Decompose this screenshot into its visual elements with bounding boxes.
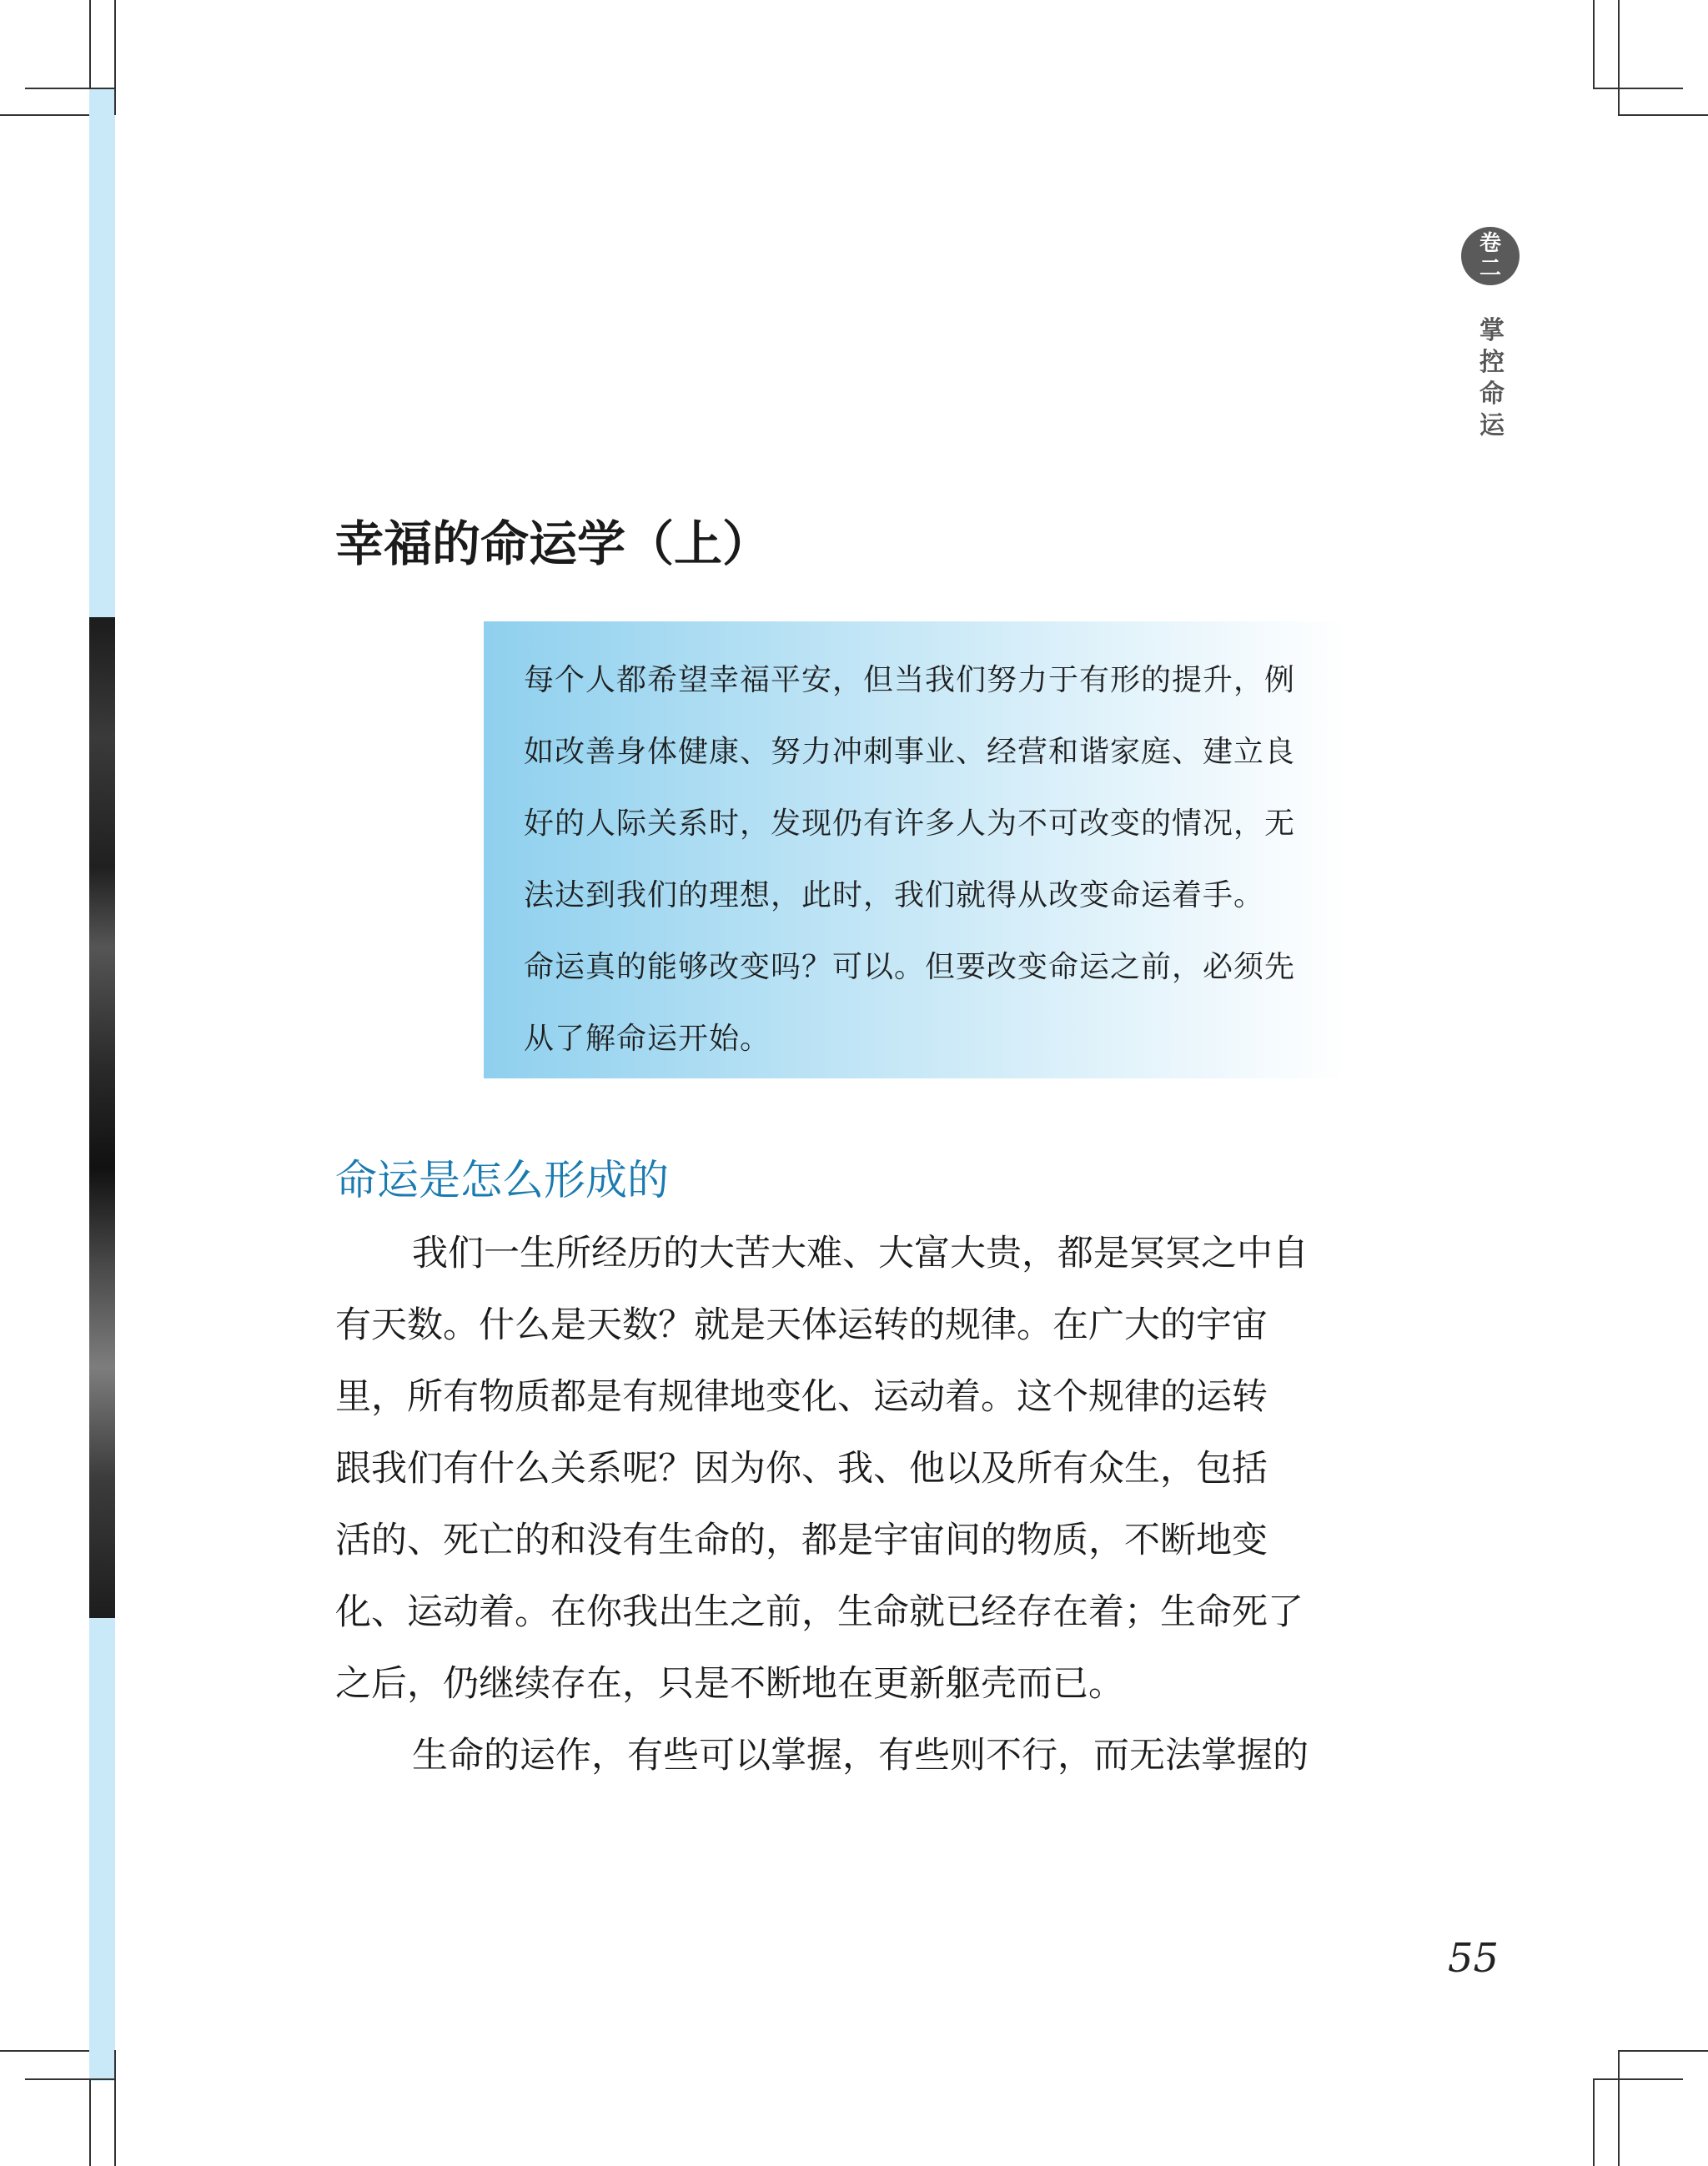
crop-mark — [1593, 2078, 1595, 2166]
body-text — [335, 1218, 1344, 1792]
crop-mark — [1618, 0, 1620, 114]
body-line: 之后，仍继续存在，只是不断地在更新躯壳而已。 — [335, 1663, 1124, 1705]
left-photo-strip — [89, 617, 115, 1618]
chapter-char: 运 — [1479, 411, 1505, 440]
crop-mark — [89, 0, 91, 88]
crop-mark — [114, 0, 116, 115]
chapter-char: 控 — [1479, 348, 1505, 377]
crop-mark — [1593, 88, 1683, 89]
crop-mark — [1593, 2078, 1683, 2080]
body-line: 生命的运作，有些可以掌握，有些则不行，而无法掌握的 — [412, 1735, 1309, 1777]
intro-line: 好的人际关系时，发现仍有许多人为不可改变的情况，无 — [524, 807, 1296, 841]
volume-number: 二 — [1479, 256, 1501, 281]
page-title: 幸福的命运学（上） — [335, 515, 771, 572]
intro-line: 命运真的能够改变吗？可以。但要改变命运之前，必须先 — [524, 950, 1296, 984]
page-number: 55 — [1448, 1935, 1500, 1982]
body-line: 里，所有物质都是有规律地变化、运动着。这个规律的运转 — [335, 1376, 1268, 1418]
chapter-char: 命 — [1479, 379, 1505, 409]
crop-mark — [1593, 0, 1595, 89]
body-line: 跟我们有什么关系呢？因为你、我、他以及所有众生，包括 — [335, 1448, 1268, 1490]
volume-label: 卷 — [1479, 231, 1501, 256]
body-line: 有天数。什么是天数？就是天体运转的规律。在广大的宇宙 — [335, 1304, 1268, 1346]
crop-mark — [89, 2078, 91, 2166]
crop-mark — [114, 2050, 116, 2166]
intro-line: 每个人都希望幸福平安，但当我们努力于有形的提升，例 — [524, 663, 1296, 697]
chapter-side-title — [1478, 315, 1506, 442]
volume-badge — [1461, 227, 1520, 285]
crop-mark — [0, 2050, 89, 2052]
intro-line: 法达到我们的理想，此时，我们就得从改变命运着手。 — [524, 878, 1265, 912]
crop-mark — [1618, 2050, 1620, 2166]
body-line: 化、运动着。在你我出生之前，生命就已经存在着；生命死了 — [335, 1591, 1304, 1633]
body-line: 活的、死亡的和没有生命的，都是宇宙间的物质，不断地变 — [335, 1520, 1268, 1561]
intro-box — [484, 621, 1347, 1078]
intro-line: 从了解命运开始。 — [524, 1022, 771, 1056]
crop-mark — [25, 2078, 115, 2080]
crop-mark — [1618, 114, 1708, 116]
crop-mark — [25, 88, 115, 89]
section-heading: 命运是怎么形成的 — [335, 1156, 669, 1204]
chapter-char: 掌 — [1479, 316, 1505, 345]
body-line: 我们一生所经历的大苦大难、大富大贵，都是冥冥之中自 — [412, 1233, 1309, 1274]
crop-mark — [0, 114, 89, 116]
intro-line: 如改善身体健康、努力冲刺事业、经营和谐家庭、建立良 — [524, 735, 1296, 769]
crop-mark — [1618, 2050, 1708, 2052]
